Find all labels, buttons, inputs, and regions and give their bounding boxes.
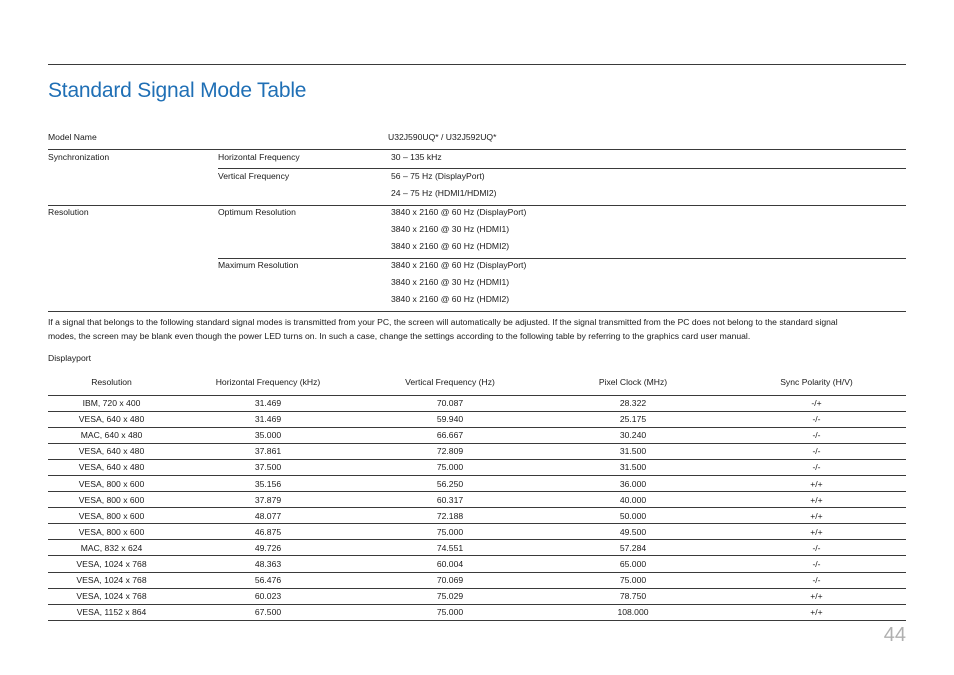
column-header: Pixel Clock (MHz) — [539, 369, 727, 395]
sync-label: Synchronization — [48, 152, 110, 162]
optimum-resolution-label: Optimum Resolution — [218, 207, 296, 217]
table-cell: 48.363 — [175, 556, 361, 572]
table-cell: VESA, 640 x 480 — [48, 459, 175, 475]
table-cell: 108.000 — [539, 604, 727, 620]
table-cell: +/+ — [727, 475, 906, 491]
table-cell: -/- — [727, 572, 906, 588]
table-cell: VESA, 800 x 600 — [48, 524, 175, 540]
table-cell: 56.250 — [361, 475, 539, 491]
table-cell: 70.087 — [361, 395, 539, 411]
table-cell: 74.551 — [361, 540, 539, 556]
table-cell: IBM, 720 x 400 — [48, 395, 175, 411]
optimum-resolution-value: 3840 x 2160 @ 60 Hz (HDMI2) — [391, 241, 510, 251]
table-cell: 31.469 — [175, 395, 361, 411]
hfreq-label: Horizontal Frequency — [218, 152, 300, 162]
table-cell: 28.322 — [539, 395, 727, 411]
table-cell: 30.240 — [539, 427, 727, 443]
table-cell: +/+ — [727, 508, 906, 524]
divider — [48, 311, 906, 312]
table-cell: 31.469 — [175, 411, 361, 427]
hfreq-value: 30 – 135 kHz — [391, 152, 442, 162]
section-label: Displayport — [48, 353, 91, 363]
table-cell: 48.077 — [175, 508, 361, 524]
table-cell: 37.879 — [175, 492, 361, 508]
table-cell: -/- — [727, 556, 906, 572]
table-cell: 35.000 — [175, 427, 361, 443]
resolution-label: Resolution — [48, 207, 89, 217]
column-header: Horizontal Frequency (kHz) — [175, 369, 361, 395]
page-title: Standard Signal Mode Table — [48, 79, 307, 102]
table-row — [48, 572, 906, 588]
optimum-resolution-value: 3840 x 2160 @ 30 Hz (HDMI1) — [391, 224, 510, 234]
table-cell: 75.000 — [539, 572, 727, 588]
table-cell: 56.476 — [175, 572, 361, 588]
table-row — [48, 459, 906, 475]
table-cell: 65.000 — [539, 556, 727, 572]
table-row — [48, 524, 906, 540]
table-cell: 66.667 — [361, 427, 539, 443]
note-paragraph — [48, 315, 906, 343]
table-cell: -/- — [727, 411, 906, 427]
table-cell: +/+ — [727, 604, 906, 620]
table-cell: 37.861 — [175, 443, 361, 459]
maximum-resolution-value: 3840 x 2160 @ 60 Hz (HDMI2) — [391, 294, 510, 304]
table-cell: 50.000 — [539, 508, 727, 524]
table-cell: 57.284 — [539, 540, 727, 556]
table-cell: +/+ — [727, 524, 906, 540]
table-cell: +/+ — [727, 588, 906, 604]
table-cell: MAC, 640 x 480 — [48, 427, 175, 443]
table-row — [48, 475, 906, 491]
maximum-resolution-value: 3840 x 2160 @ 30 Hz (HDMI1) — [391, 277, 510, 287]
table-cell: 60.004 — [361, 556, 539, 572]
table-cell: 35.156 — [175, 475, 361, 491]
model-name-value: U32J590UQ* / U32J592UQ* — [388, 132, 497, 142]
table-row — [48, 588, 906, 604]
table-cell: 40.000 — [539, 492, 727, 508]
table-cell: VESA, 1024 x 768 — [48, 556, 175, 572]
table-row — [48, 508, 906, 524]
table-cell: 31.500 — [539, 459, 727, 475]
table-cell: 49.500 — [539, 524, 727, 540]
table-cell: 60.023 — [175, 588, 361, 604]
vfreq-label: Vertical Frequency — [218, 171, 290, 181]
table-cell: 49.726 — [175, 540, 361, 556]
table-cell: VESA, 1152 x 864 — [48, 604, 175, 620]
table-cell: -/- — [727, 540, 906, 556]
table-cell: VESA, 800 x 600 — [48, 475, 175, 491]
table-row — [48, 427, 906, 443]
table-cell: -/- — [727, 459, 906, 475]
model-name-label: Model Name — [48, 132, 97, 142]
vfreq-value: 56 – 75 Hz (DisplayPort) — [391, 171, 485, 181]
table-cell: VESA, 1024 x 768 — [48, 588, 175, 604]
table-row — [48, 492, 906, 508]
table-cell: +/+ — [727, 492, 906, 508]
table-cell: 36.000 — [539, 475, 727, 491]
table-row — [48, 443, 906, 459]
table-cell: 60.317 — [361, 492, 539, 508]
table-cell: 67.500 — [175, 604, 361, 620]
optimum-resolution-value: 3840 x 2160 @ 60 Hz (DisplayPort) — [391, 207, 527, 217]
column-header: Resolution — [48, 369, 175, 395]
table-cell: 75.000 — [361, 459, 539, 475]
table-cell: VESA, 800 x 600 — [48, 492, 175, 508]
table-cell: 37.500 — [175, 459, 361, 475]
maximum-resolution-value: 3840 x 2160 @ 60 Hz (DisplayPort) — [391, 260, 527, 270]
signal-mode-table — [48, 369, 906, 621]
table-cell: 25.175 — [539, 411, 727, 427]
table-cell: VESA, 1024 x 768 — [48, 572, 175, 588]
divider — [218, 258, 906, 259]
note-line: modes, the screen may be blank even though the power LED turns on. In such a case, change the settings according to the following table by referring to the graphics card user manual. — [48, 331, 751, 341]
table-cell: 31.500 — [539, 443, 727, 459]
divider — [48, 149, 906, 150]
table-header-row — [48, 369, 906, 395]
table-cell: VESA, 800 x 600 — [48, 508, 175, 524]
table-cell: -/- — [727, 427, 906, 443]
top-divider — [48, 64, 906, 65]
table-cell: 75.000 — [361, 604, 539, 620]
table-cell: 46.875 — [175, 524, 361, 540]
table-row — [48, 411, 906, 427]
divider — [48, 205, 906, 206]
column-header: Sync Polarity (H/V) — [727, 369, 906, 395]
table-cell: -/- — [727, 443, 906, 459]
column-header: Vertical Frequency (Hz) — [361, 369, 539, 395]
table-cell: VESA, 640 x 480 — [48, 443, 175, 459]
maximum-resolution-label: Maximum Resolution — [218, 260, 299, 270]
table-cell: 70.069 — [361, 572, 539, 588]
table-row — [48, 395, 906, 411]
table-cell: 72.809 — [361, 443, 539, 459]
vfreq-value: 24 – 75 Hz (HDMI1/HDMI2) — [391, 188, 497, 198]
table-cell: VESA, 640 x 480 — [48, 411, 175, 427]
table-cell: -/+ — [727, 395, 906, 411]
note-line: If a signal that belongs to the following standard signal modes is transmitted from your PC, the screen will automatically be adjusted. If the signal transmitted from the PC does not belong to the standard signal — [48, 317, 838, 327]
table-row — [48, 556, 906, 572]
divider — [218, 168, 906, 169]
table-cell: 72.188 — [361, 508, 539, 524]
page-number: 44 — [883, 624, 906, 646]
table-row — [48, 540, 906, 556]
table-cell: MAC, 832 x 624 — [48, 540, 175, 556]
table-row — [48, 604, 906, 620]
table-cell: 75.000 — [361, 524, 539, 540]
table-cell: 59.940 — [361, 411, 539, 427]
table-cell: 75.029 — [361, 588, 539, 604]
table-cell: 78.750 — [539, 588, 727, 604]
